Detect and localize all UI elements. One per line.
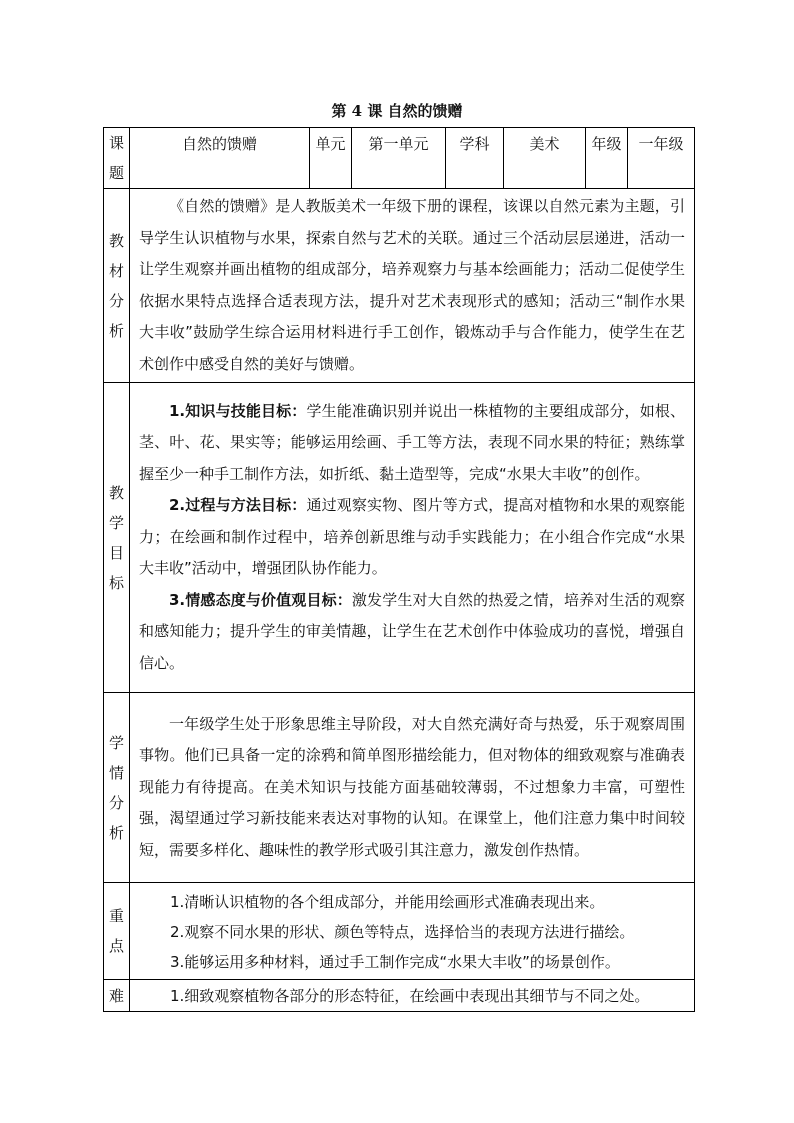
key-points-row	[104, 883, 695, 980]
lesson-plan-table	[103, 127, 695, 1012]
goal-process-head: 2.过程与方法目标：	[169, 496, 307, 515]
material-analysis-label: 教 材 分 析	[108, 231, 124, 340]
student-analysis-content	[130, 693, 695, 883]
goal-knowledge-body: 学生能准确识别并说出一株植物的主要组成部分，如根、茎、叶、花、果实等；能够运用绘画、手工等方法，表现不同水果的特征；熟练掌握至少一种手工制作方法，如折纸、黏土造型等，完成“水果大丰收”的创作。	[139, 401, 685, 483]
teaching-goals-label-cell	[104, 383, 130, 693]
subject-label: 学科	[446, 128, 504, 189]
student-analysis-label-cell	[104, 693, 130, 883]
difficulties-row	[104, 980, 695, 1012]
subject-value: 美术	[504, 128, 586, 189]
teaching-goals-row	[104, 383, 695, 693]
topic-label-cell	[104, 128, 130, 189]
document-title: 第 4 课 自然的馈赠	[331, 102, 463, 120]
grade-value: 一年级	[628, 128, 695, 189]
unit-value: 第一单元	[352, 128, 446, 189]
teaching-goals-content	[130, 383, 695, 693]
goal-emotion-head: 3.情感态度与价值观目标：	[169, 590, 352, 609]
grade-label: 年级	[586, 128, 628, 189]
material-analysis-row	[104, 189, 695, 383]
difficulties-label: 难	[108, 986, 124, 1005]
difficulties-content	[130, 980, 695, 1012]
student-analysis-text: 一年级学生处于形象思维主导阶段，对大自然充满好奇与热爱，乐于观察周围事物。他们已具备一定的涂鸦和简单图形描绘能力，但对物体的细致观察与准确表现能力有待提高。在美术知识与技能方面基础较薄弱，不过想象力丰富，可塑性强，渴望通过学习新技能来表达对事物的认知。在课堂上，他们注意力集中时间较短，需要多样化、趣味性的教学形式吸引其注意力，激发创作热情。	[139, 714, 685, 859]
difficulty-item: 1.细致观察植物各部分的形态特征，在绘画中表现出其细节与不同之处。	[170, 986, 650, 1005]
goal-process	[139, 490, 685, 585]
goal-knowledge-head: 1.知识与技能目标：	[169, 401, 307, 420]
material-analysis-label-cell	[104, 189, 130, 383]
goal-emotion-body: 激发学生对大自然的热爱之情，培养对生活的观察和感知能力；提升学生的审美情趣，让学生在艺术创作中体验成功的喜悦，增强自信心。	[139, 590, 685, 672]
unit-label: 单元	[310, 128, 352, 189]
goal-knowledge	[139, 396, 685, 491]
goal-process-body: 通过观察实物、图片等方式，提高对植物和水果的观察能力；在绘画和制作过程中，培养创新思维与动手实践能力；在小组合作完成“水果大丰收”活动中，增强团队协作能力。	[139, 496, 685, 578]
key-point-item: 2.观察不同水果的形状、颜色等特点，选择恰当的表现方法进行描绘。	[170, 923, 635, 941]
material-analysis-text: 《自然的馈赠》是人教版美术一年级下册的课程，该课以自然元素为主题，引导学生认识植物与水果，探索自然与艺术的关联。通过三个活动层层递进，活动一让学生观察并画出植物的组成部分，培养观察力与基本绘画能力；活动二促使学生依据水果特点选择合适表现方法，提升对艺术表现形式的感知；活动三“制作水果大丰收”鼓励学生综合运用材料进行手工创作，锻炼动手与合作能力，使学生在艺术创作中感受自然的美好与馈赠。	[139, 197, 685, 373]
student-analysis-label: 学 情 分 析	[108, 733, 124, 842]
key-points-label-cell	[104, 883, 130, 980]
key-point-item: 1.清晰认识植物的各个组成部分，并能用绘画形式准确表现出来。	[170, 893, 605, 911]
header-row	[104, 128, 695, 189]
topic-label: 课题	[108, 134, 124, 182]
student-analysis-row	[104, 693, 695, 883]
key-point-item: 3.能够运用多种材料，通过手工制作完成“水果大丰收”的场景创作。	[170, 953, 620, 971]
goal-emotion	[139, 585, 685, 680]
key-points-label: 重 点	[108, 907, 124, 955]
topic-value: 自然的馈赠	[130, 128, 310, 189]
teaching-goals-label: 教 学 目 标	[108, 483, 124, 592]
material-analysis-content	[130, 189, 695, 383]
difficulties-label-cell	[104, 980, 130, 1012]
key-points-content	[130, 883, 695, 980]
